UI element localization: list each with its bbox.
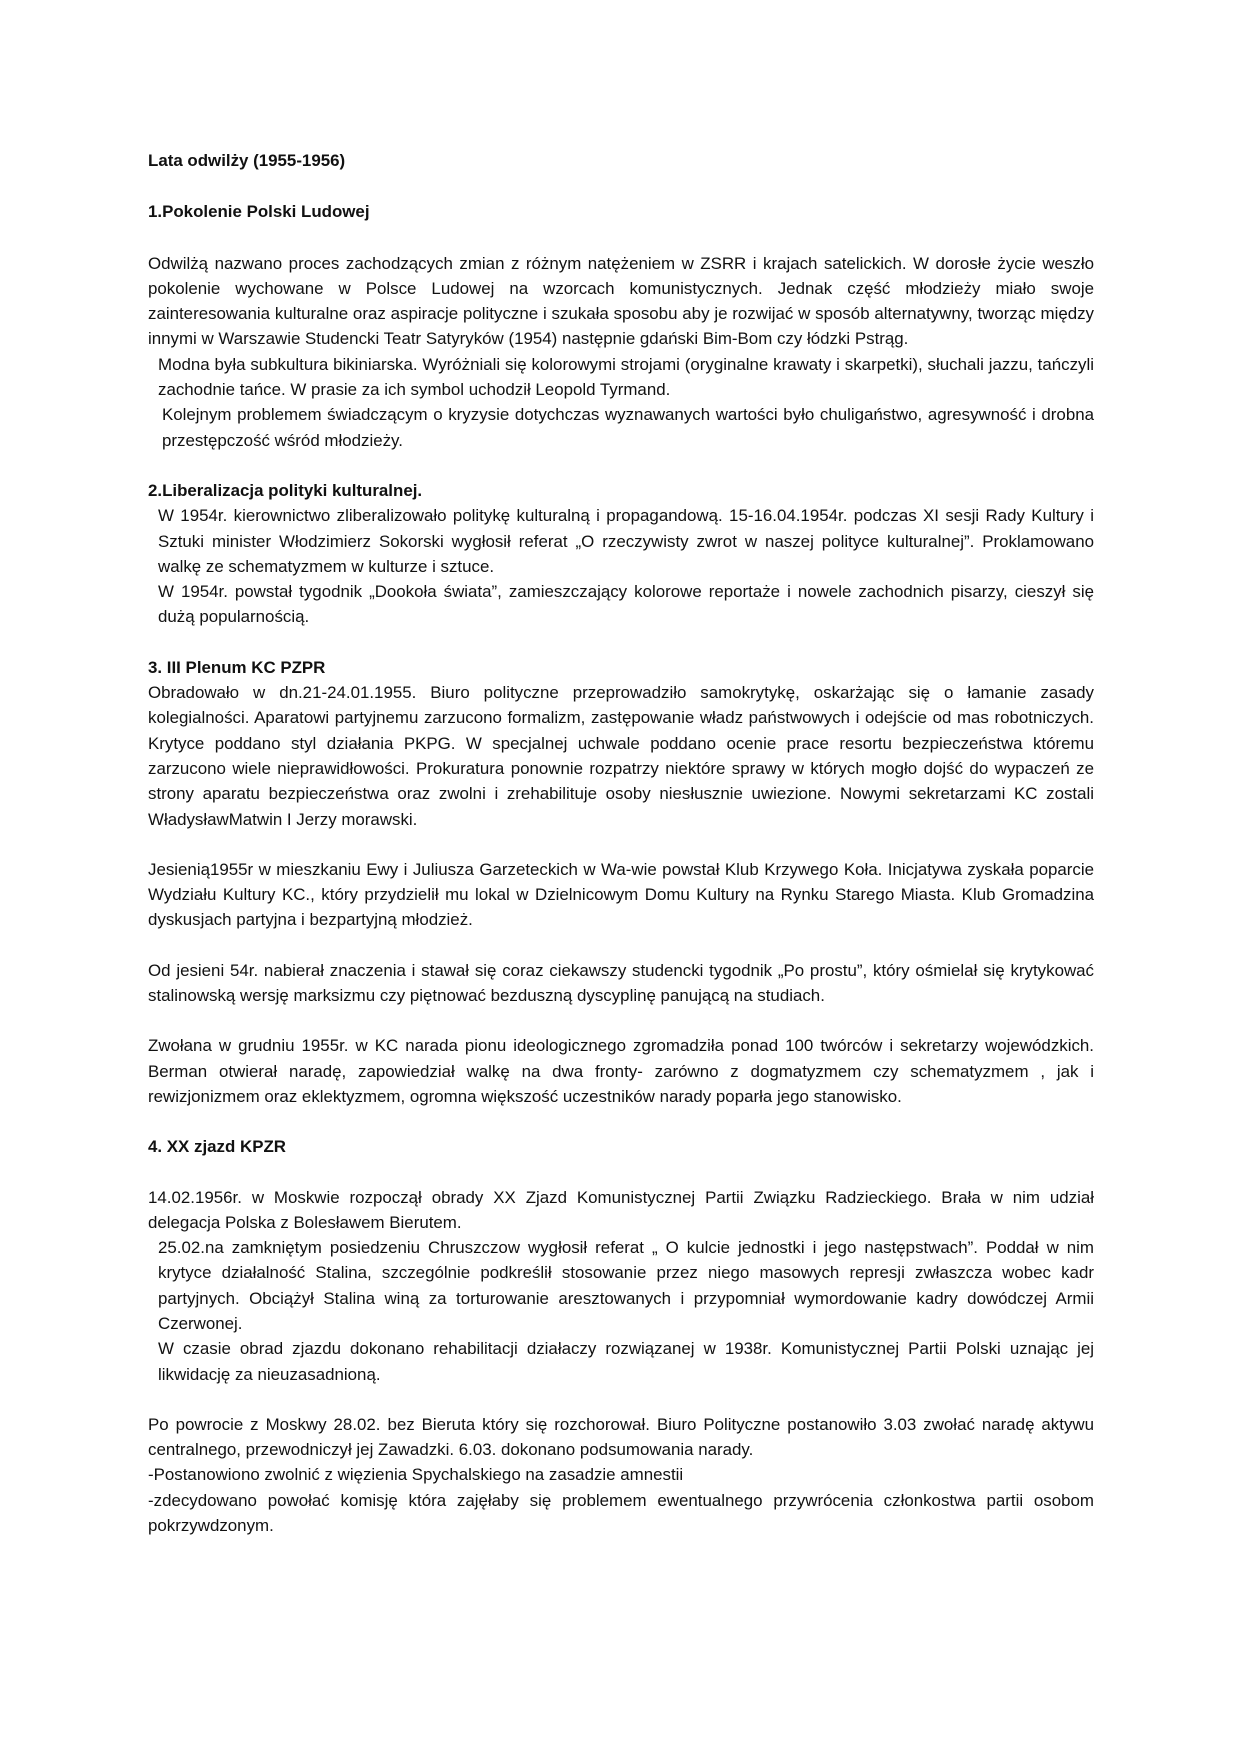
document-title: Lata odwilży (1955-1956) (148, 151, 346, 170)
list-item: -Postanowiono zwolnić z więzienia Spychalskiego na zasadzie amnestii (148, 1465, 684, 1485)
section-heading-2: 2.Liberalizacja polityki kulturalnej. (148, 480, 423, 500)
section-heading-4: 4. XX zjazd KPZR (148, 1137, 286, 1157)
section3-paragraph-1: Obradowało w dn.21-24.01.1955. Biuro polityczne przeprowadziło samokrytykę, oskarżając się o łamanie zasady kolegialności. Aparatowi partyjnemu zarzucono formalizm, zastępowanie władz państwowych i odejście od mas robotniczych. Krytyce poddano styl działania PKPG. W specjalnej uchwale poddano ocenie prace resortu bezpieczeństwa któremu zarzucono wiele nieprawidłowości. Prokuratura ponownie rozpatrzy niektóre sprawy w których mogło dojść do wypaczeń ze strony aparatu bezpieczeństwa oraz zwolni i zrehabilituje osoby niesłusznie uwiezione. Nowymi sekretarzami KC zostali WładysławMatwin I Jerzy morawski. (148, 683, 1094, 829)
section1-paragraph-3: Kolejnym problemem świadczącym o kryzysie dotychczas wyznawanych wartości było chuligaństwo, agresywność i drobna przestępczość wśród młodzieży. (162, 405, 1094, 450)
section4-paragraph-1: 14.02.1956r. w Moskwie rozpoczął obrady XX Zjazd Komunistycznej Partii Związku Radzieckiego. Brała w nim udział delegacja Polska z Bolesławem Bierutem. (148, 1187, 1094, 1232)
section3-paragraph-2: Jesienią1955r w mieszkaniu Ewy i Juliusza Garzeteckich w Wa-wie powstał Klub Krzywego Koła. Inicjatywa zyskała poparcie Wydziału Kultury KC., który przydzielił mu lokal w Dzielnicowym Domu Kultury na Rynku Starego Miasta. Klub Gromadzina dyskusjach partyjna i bezpartyjną młodzież. (148, 859, 1094, 930)
document-page (148, 148, 1094, 1538)
section4-paragraph-3: W czasie obrad zjazdu dokonano rehabilitacji działaczy rozwiązanej w 1938r. Komunistycznej Partii Polski uznając jej likwidację za nieuzasadnioną. (158, 1339, 1094, 1384)
section2-paragraph-2: W 1954r. powstał tygodnik „Dookoła świata”, zamieszczający kolorowe reportaże i nowele zachodnich pisarzy, cieszył się dużą popularnością. (158, 582, 1094, 627)
list-item: -zdecydowano powołać komisję która zajęłaby się problemem ewentualnego przywrócenia członkostwa partii osobom pokrzywdzonym. (148, 1490, 1094, 1536)
section2-paragraph-1: W 1954r. kierownictwo zliberalizowało politykę kulturalną i propagandową. 15-16.04.1954r. podczas XI sesji Rady Kultury i Sztuki minister Włodzimierz Sokorski wygłosił referat „O rzeczywisty zwrot w naszej polityce kulturalnej”. Proklamowano walkę ze schematyzmem w kulturze i sztuce. (158, 506, 1094, 576)
section3-paragraph-3: Od jesieni 54r. nabierał znaczenia i stawał się coraz ciekawszy studencki tygodnik „Po prostu”, który ośmielał się krytykować stalinowską wersję marksizmu czy piętnować bezduszną dyscyplinę panującą na studiach. (148, 960, 1094, 1006)
section4-paragraph-2: 25.02.na zamkniętym posiedzeniu Chruszczow wygłosił referat „ O kulcie jednostki i jego następstwach”. Poddał w nim krytyce działalność Stalina, szczególnie podkreślił stosowanie przez niego masowych represji zwłaszcza wobec kadr partyjnych. Obciążył Stalina winą za torturowanie aresztowanych i przypomniał wymordowanie kadry dowódczej Armii Czerwonej. (158, 1238, 1094, 1333)
section-heading-3: 3. III Plenum KC PZPR (148, 657, 326, 677)
section4-paragraph-4: Po powrocie z Moskwy 28.02. bez Bieruta który się rozchorował. Biuro Polityczne postanowiło 3.03 zwołać naradę aktywu centralnego, przewodniczył jej Zawadzki. 6.03. dokonano podsumowania narady. (148, 1414, 1094, 1460)
section-heading-1: 1.Pokolenie Polski Ludowej (148, 202, 370, 222)
section3-paragraph-4: Zwołana w grudniu 1955r. w KC narada pionu ideologicznego zgromadziła ponad 100 twórców i sekretarzy wojewódzkich. Berman otwierał naradę, zapowiedział walkę na dwa fronty- zarówno z dogmatyzmem czy schematyzmem , jak i rewizjonizmem oraz eklektyzmem, ogromna większość uczestników narady poparła jego stanowisko. (148, 1036, 1094, 1106)
section1-paragraph-2: Modna była subkultura bikiniarska. Wyróżniali się kolorowymi strojami (oryginalne krawaty i skarpetki), słuchali jazzu, tańczyli zachodnie tańce. W prasie za ich symbol uchodził Leopold Tyrmand. (158, 354, 1094, 400)
section1-paragraph-1: Odwilżą nazwano proces zachodzących zmian z różnym natężeniem w ZSRR i krajach satelickich. W dorosłe życie weszło pokolenie wychowane w Polsce Ludowej na wzorcach komunistycznych. Jednak część młodzieży miało swoje zainteresowania kulturalne oraz aspiracje polityczne i szukała sposobu aby je rozwijać w sposób alternatywny, tworząc między innymi w Warszawie Studencki Teatr Satyryków (1954) następnie gdański Bim-Bom czy łódzki Pstrąg. (148, 253, 1094, 349)
